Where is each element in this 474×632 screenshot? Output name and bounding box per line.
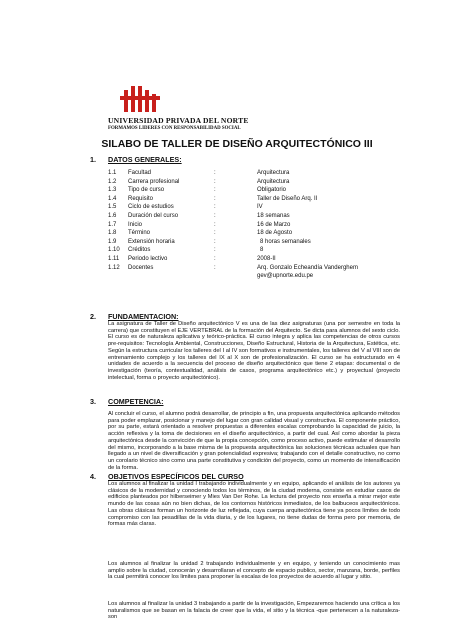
section-number: 4. (90, 472, 96, 481)
datos-row: 1.2 Carrera profesional : Arquitectura (108, 178, 290, 185)
fundamentacion-text: La asignatura de Taller de Diseño arquitectónico V es una de las diez asignaturas (una por semestre en toda la carrera) que constituyen el EJE VERTEBRAL de la formación del Arquitecto. Se dicta para alumnos del sexto ciclo. El curso es de naturaleza aplicativa y teórico-práctica. El curso integra y aplica las competencias de otros cursos pre-requisitos: Tecnología Ambiental, Construcciones, Diseño Estructural, Historia de la Arquitectura, Estética, etc. Según la estructura curricular los talleres del I al IV son formativos e instrumentales, los talleres del V al VIII son de entrenamiento complejo y los talleres del IX al X son de profesionalización. El curso se ha estructurado en 4 unidades de acuerdo a la secuencia del proceso de diseño arquitectónico que tiene 2 etapas: documental o de investigación (teoría, contextualidad, análisis de casos, programa arquitectónico etc.) y proyectual (proyecto intelectual, forma o proyecto arquitectónico). (108, 321, 400, 381)
section-title-competencia: COMPETENCIA: (108, 397, 164, 406)
section-title-objetivos: OBJETIVOS ESPECÍFICOS DEL CURSO (108, 472, 244, 481)
datos-row: 1.6 Duración del curso : 18 semanas (108, 213, 290, 219)
datos-row: 1.4 Requisito : Taller de Diseño Arq. II (108, 195, 318, 202)
university-logo-icon (120, 84, 160, 114)
datos-row: 1.9 Extensión horaria : 8 horas semanales (108, 238, 311, 245)
datos-row: 1.5 Ciclo de estudios : IV (108, 204, 263, 211)
document-title: SILABO DE TALLER DE DISEÑO ARQUITECTÓNICO III (101, 138, 373, 150)
docente-email: gev@upnorte.edu.pe (257, 273, 314, 280)
competencia-text: Al concluir el curso, el alumno podrá desarrollar, de principio a fin, una propuesta arquitectónica aplicando métodos para poder emplazar, posicionar y manejo del lugar con gran calidad visual y constructiva. El componente práctico, por su parte, estará orientado a resolver propuestas a diferentes escalas comprobando la capacidad de juicio, la acción reflexiva y la toma de decisiones en el diseño arquitectónico, a partir del cual. Así como abordar la pieza arquitectónica desde la convicción de que la propia concepción, como proceso activo, puede estimular el desarrollo del mismo, incorporando a la base misma de la propuesta arquitectónica las soluciones técnicas actuales que han llegado a un nivel de diversificación y gran potencialidad expresiva; trabajando con el detalle constructivo, no como un corolario técnico sino como una parte constitutiva y condición del proyecto, como un momento de intensificación de la forma. (108, 411, 400, 471)
datos-row: 1.3 Tipo de curso : Obligatorio (108, 187, 287, 194)
datos-row: 1.11 Periodo lectivo : 2008-II (108, 256, 276, 262)
datos-row: 1.8 Término : 18 de Agosto (108, 230, 293, 237)
datos-row: 1.10 Créditos : 8 (108, 247, 264, 254)
section-title-datos: DATOS GENERALES: (108, 155, 182, 164)
university-name: UNIVERSIDAD PRIVADA DEL NORTE (108, 116, 249, 125)
section-number: 3. (90, 397, 96, 406)
datos-row (0, 273, 474, 282)
section-number: 1. (90, 155, 96, 164)
section-number: 2. (90, 312, 96, 321)
university-tagline: FORMAMOS LIDERES CON RESPONSABILIDAD SOCIAL (108, 126, 241, 131)
datos-row: 1.12 Docentes : Arq. Gonzalo Echeandía Vanderghem (108, 264, 358, 271)
objetivo-paragraph: Los alumnos al finalizar la unidad 2 trabajando individualmente y en equipo, y teniendo un conocimiento mas amplio sobre la ciudad, conocerán y desarrollaran el concepto de espacio publico, sector, manzana, borde, perfiles la cual permitirá conocer los limites para proponer la escalas de los proyectos de acuerdo al lugar y sitio. (108, 561, 400, 581)
objetivo-paragraph: Los alumnos al finalizar la unidad 3 trabajando a partir de la investigación, Empezaremos haciendo una crítica a los naturalismos que se basan en la falacia de creer que la vida, el sitio y la técnica -que pertenecen a la naturaleza- son (108, 601, 400, 621)
datos-row: 1.7 Inicio : 16 de Marzo (108, 221, 291, 228)
datos-row: 1.1 Facultad : Arquitectura (108, 170, 290, 176)
objetivo-paragraph: Los alumnos al finalizar la unidad I trabajando individualmente y en equipo, aplicando el análisis de los autores ya clásicos de la modernidad y conociendo todos los términos, de la ciudad moderna, consiste en estudiar casos de edificios planteados por hilberseimer y Mies Van Der Rohe. La lectura del proyecto nos enseña a mirar mejor este mundo de las cosas aún no bien dichas, de los contornos históricos inmediatos, de los balbuceos arquitectónicos. Las obras clásicas forman un horizonte de luz reflejada, cuya cuerpa arquitectónica tiene ya pocos límites de todo compromiso con las pesadillas de la vida diaria, y de los lugares, no tiene dudas de forma pero por memoria, de formas más claras. (108, 481, 400, 528)
section-title-fundamentacion: FUNDAMENTACION: (108, 312, 179, 321)
